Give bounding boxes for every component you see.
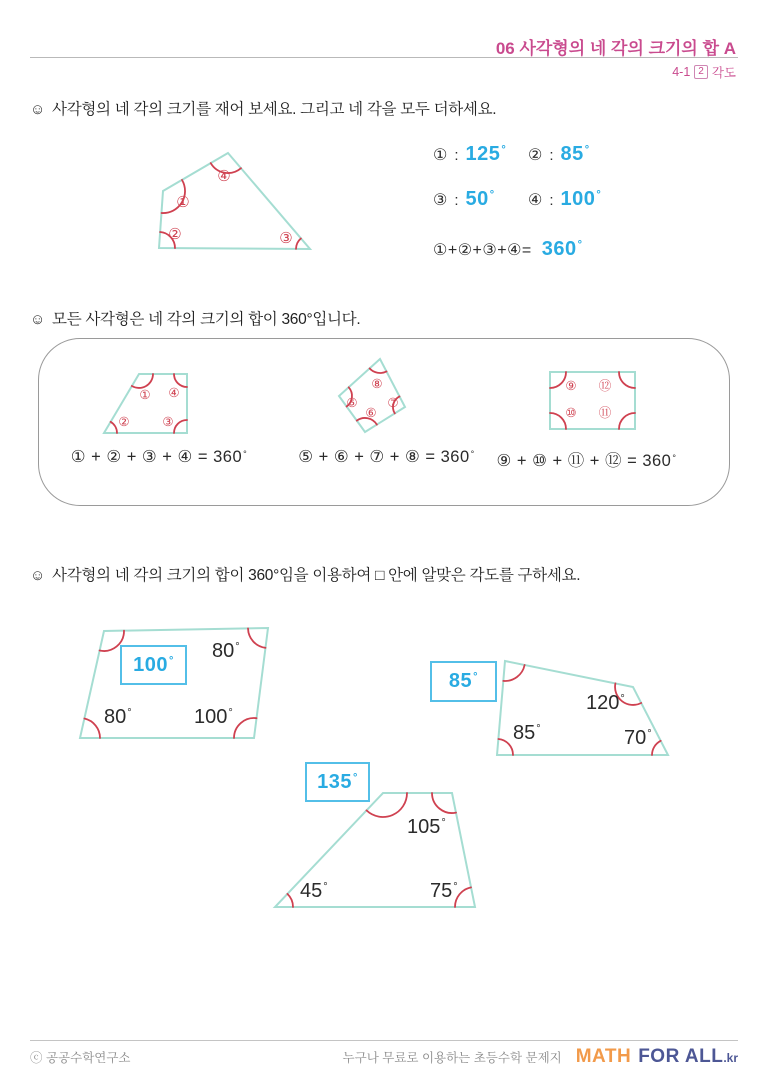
problem2-angle-bottom-left: 85° (513, 722, 541, 744)
angle-mark-3: ③ (279, 230, 293, 247)
rule-figure-1 (96, 361, 206, 446)
footer (30, 1046, 738, 1068)
smiley-icon: ☺ (30, 567, 46, 584)
angle-mark: ⑥ (365, 406, 377, 420)
section3-heading (30, 563, 580, 585)
angle-arc (174, 420, 187, 433)
angle-mark: ③ (162, 415, 174, 429)
degree-mark: ° (672, 452, 677, 463)
angle-mark: ⑩ (565, 406, 577, 420)
footer-tagline: 누구나 무료로 이용하는 초등수학 문제지 (342, 1051, 562, 1065)
problem1-angle-bottom-right: 100° (194, 706, 233, 728)
problem3-angle-bottom-left: 45° (300, 880, 328, 902)
problem3-angle-top-right: 105° (407, 816, 446, 838)
problem1-angle-bottom-left: 80° (104, 706, 132, 728)
logo-kr-text: .kr (723, 1051, 738, 1065)
answer-2-value: 85° (560, 143, 590, 165)
logo-math-text: MATH (575, 1046, 632, 1067)
degree-mark: ° (584, 144, 590, 157)
angle-arc (287, 894, 293, 907)
angle-arc (248, 628, 266, 647)
degree-mark: ° (228, 707, 233, 720)
problem1-angle-top-right: 80° (212, 640, 240, 662)
problem1-answer-box (120, 645, 187, 685)
section1-heading (30, 97, 496, 119)
degree-mark: ° (596, 189, 602, 202)
footer-divider (30, 1040, 738, 1041)
angle-arc (619, 372, 635, 388)
rule-equation-3: ⑨ + ⑩ + ⑪ + ⑫ = 360° (496, 452, 677, 470)
angle-arc (503, 665, 524, 681)
degree-mark: ° (352, 771, 358, 784)
answer-2 (528, 143, 623, 166)
problem2-angle-bottom-right: 70° (624, 727, 652, 749)
rule-equation-1: ① + ② + ③ + ④ = 360° (70, 448, 248, 466)
angle-mark: ⑤ (346, 396, 358, 410)
degree-mark: ° (470, 448, 475, 459)
angle-arc (498, 739, 513, 755)
angle-mark-1: ① (176, 194, 190, 211)
problem2-answer-box (430, 661, 497, 702)
colon: : (454, 192, 459, 209)
angle-arc (370, 368, 387, 373)
answer-4-label: ④ (528, 192, 543, 209)
degree-mark: ° (536, 723, 541, 736)
sum-value: 360° (541, 238, 583, 260)
angle-arc (234, 718, 257, 738)
degree-mark: ° (168, 654, 174, 667)
answer-4-value: 100° (560, 188, 602, 210)
degree-mark: ° (453, 881, 458, 894)
answer-3-value: 50° (465, 188, 495, 210)
angle-mark: ① (139, 388, 151, 402)
problem2-answer: 85° (448, 670, 479, 692)
angle-arc (550, 413, 566, 429)
angle-mark-4: ④ (217, 168, 231, 185)
angle-mark: ⑧ (371, 377, 383, 391)
degree-mark: ° (577, 239, 583, 252)
smiley-icon: ☺ (30, 101, 46, 118)
unit-badge: 2 (694, 65, 708, 79)
angle-arc (111, 422, 117, 433)
grade-label: 4-1 (672, 65, 691, 79)
degree-mark: ° (489, 189, 495, 202)
angle-arc (652, 741, 661, 755)
problem3-angle-bottom-right: 75° (430, 880, 458, 902)
degree-mark: ° (473, 671, 479, 684)
answer-row-2 (433, 188, 623, 211)
problem3-answer: 135° (317, 770, 358, 793)
answer-4 (528, 188, 623, 211)
answer-2-label: ② (528, 147, 543, 164)
degree-mark: ° (441, 817, 446, 830)
problem1-answer: 100° (133, 653, 174, 676)
angle-mark: ⑨ (565, 379, 577, 393)
answer-3-label: ③ (433, 192, 448, 209)
angle-mark: ⑦ (387, 396, 399, 410)
section1-instruction: 사각형의 네 각의 크기를 재어 보세요. 그리고 네 각을 모두 더하세요. (52, 101, 497, 118)
answer-3 (433, 188, 528, 211)
section3-instruction: 사각형의 네 각의 크기의 합이 360°임을 이용하여 □ 안에 알맞은 각도를 구하세요. (52, 567, 581, 584)
degree-mark: ° (323, 881, 328, 894)
logo-forall-text: FOR ALL (638, 1046, 724, 1067)
page-subtitle (672, 63, 736, 81)
page-title: 06 사각형의 네 각의 크기의 합 A (495, 39, 736, 58)
answer-1-label: ① (433, 147, 448, 164)
colon: : (549, 147, 554, 164)
unit-label: 각도 (711, 66, 736, 80)
rule-figure-3 (541, 361, 651, 441)
angle-mark: ⑫ (598, 379, 612, 393)
sum-label: ①+②+③+④= (433, 242, 532, 259)
colon: : (549, 192, 554, 209)
colon: : (454, 147, 459, 164)
smiley-icon: ☺ (30, 311, 46, 328)
angle-mark: ⑪ (598, 406, 612, 420)
problem3-answer-box (305, 762, 370, 802)
answer-1-value: 125° (465, 143, 507, 165)
degree-mark: ° (620, 693, 625, 706)
angle-mark: ② (118, 415, 130, 429)
quadrilateral-figure-1 (140, 140, 330, 260)
quad-outline (104, 374, 187, 433)
section2-statement: 모든 사각형은 네 각의 크기의 합이 360°입니다. (52, 311, 361, 328)
degree-mark: ° (501, 144, 507, 157)
angle-mark: ④ (168, 386, 180, 400)
answer-row-1 (433, 143, 623, 166)
rule-figure-2 (326, 351, 436, 446)
angle-arc-3 (296, 238, 301, 249)
section2-heading (30, 307, 360, 329)
header-divider (30, 57, 738, 58)
angle-mark-2: ② (168, 226, 182, 243)
angle-arc (550, 372, 566, 388)
math-for-all-logo (576, 1046, 738, 1068)
degree-mark: ° (243, 448, 248, 459)
answer-1 (433, 143, 528, 166)
angle-arc (619, 413, 635, 429)
degree-mark: ° (127, 707, 132, 720)
degree-mark: ° (647, 728, 652, 741)
rule-equation-2: ⑤ + ⑥ + ⑦ + ⑧ = 360° (298, 448, 475, 466)
problem2-angle-top-right: 120° (586, 692, 625, 714)
rule-box (38, 338, 730, 506)
sum-equation-row (433, 238, 583, 261)
degree-mark: ° (235, 641, 240, 654)
copyright-text: ⓒ 공공수학연구소 (30, 1051, 131, 1065)
angle-arc (84, 719, 100, 739)
